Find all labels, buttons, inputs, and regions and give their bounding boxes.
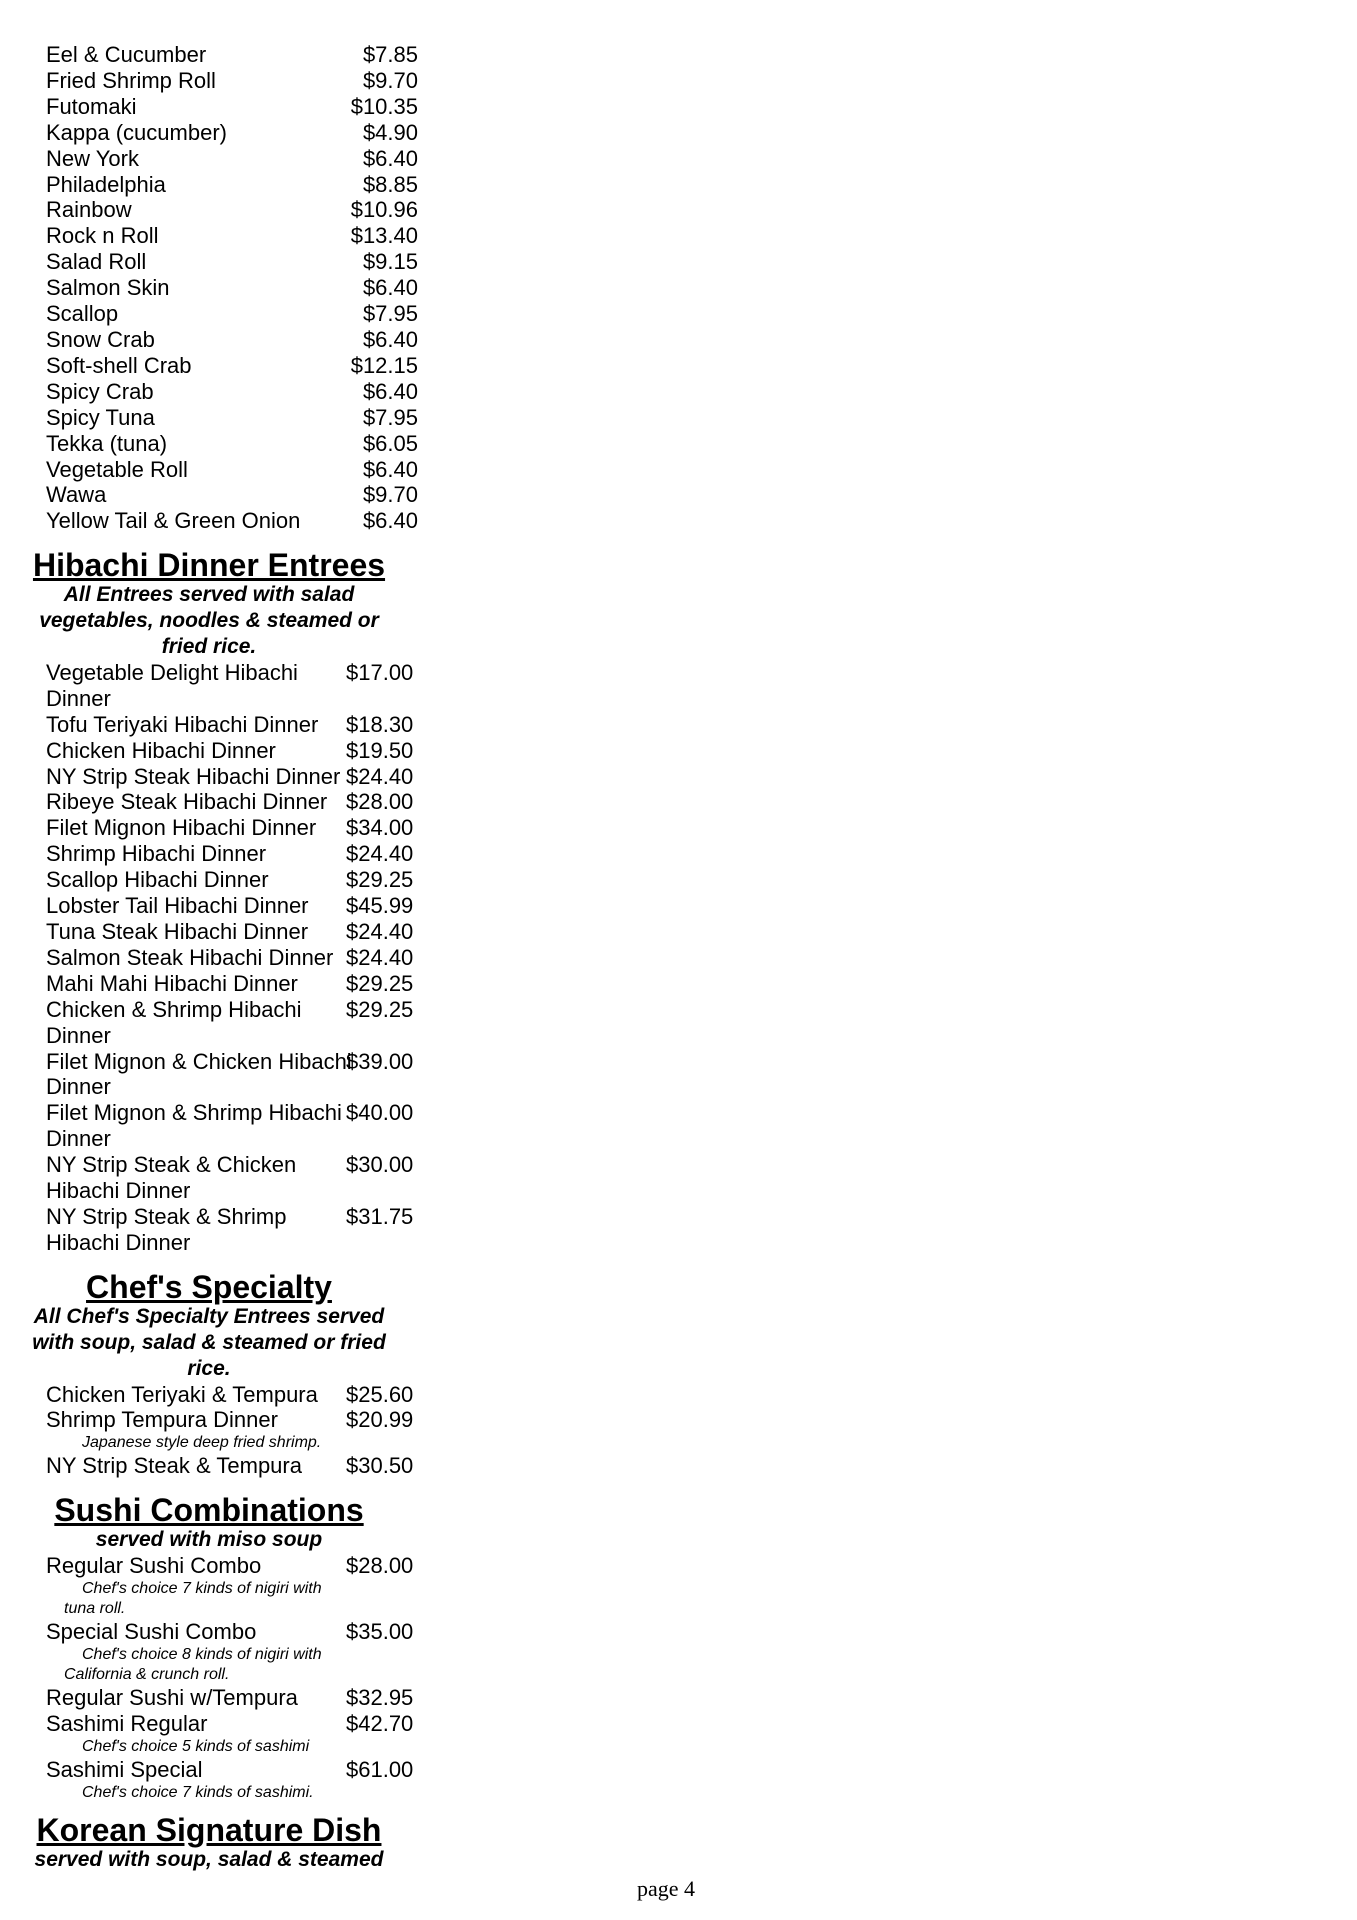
menu-item — [0, 1100, 414, 1152]
menu-item — [0, 1203, 414, 1256]
item-price: $20.99 — [346, 1407, 414, 1433]
item-name: Soft-shell Crab — [46, 352, 192, 378]
menu-item — [0, 430, 418, 457]
item-name: Kappa (cucumber) — [46, 119, 227, 145]
menu-item — [0, 1407, 414, 1433]
section-title-korean: Korean Signature Dish — [36, 1811, 382, 1848]
item-name: New York — [46, 145, 139, 171]
menu-item — [0, 249, 418, 275]
section-subtitle-chef: All Chef's Specialty Entrees served with soup, salad & steamed or fried rice. — [32, 1304, 386, 1380]
item-name: Sashimi Regular — [46, 1710, 208, 1736]
item-name: Philadelphia — [46, 171, 166, 197]
menu-item — [0, 737, 414, 764]
section-subtitle-korean: served with soup, salad & steamed — [34, 1847, 384, 1871]
item-price: $29.25 — [346, 867, 414, 893]
section-title-sushi: Sushi Combinations — [54, 1492, 364, 1529]
item-price: $40.00 — [346, 1100, 414, 1126]
menu-item — [0, 378, 418, 405]
item-price: $19.50 — [346, 737, 414, 763]
item-name: Lobster Tail Hibachi Dinner — [46, 893, 309, 919]
item-name: Shrimp Tempura Dinner — [46, 1407, 278, 1433]
item-price: $17.00 — [346, 659, 414, 685]
menu-item — [0, 841, 414, 867]
section-title-hibachi: Hibachi Dinner Entrees — [32, 547, 386, 584]
item-name: Fried Shrimp Roll — [46, 67, 216, 93]
item-price: $10.35 — [350, 93, 418, 119]
menu-item — [0, 1381, 414, 1408]
item-price: $28.00 — [346, 1553, 414, 1579]
item-name: Vegetable Roll — [46, 456, 188, 482]
menu-item — [0, 1710, 414, 1737]
item-name: Salmon Skin — [46, 275, 170, 301]
sushi-list — [0, 1553, 420, 1803]
item-price: $9.70 — [362, 482, 418, 508]
item-name: Scallop Hibachi Dinner — [46, 867, 269, 893]
item-name: Regular Sushi w/Tempura — [46, 1684, 298, 1710]
item-price: $61.00 — [346, 1756, 414, 1782]
item-price: $10.96 — [350, 197, 418, 223]
item-name: Rock n Roll — [46, 223, 159, 249]
menu-item — [0, 326, 418, 353]
menu-item — [0, 93, 418, 120]
item-name: Filet Mignon & Shrimp Hibachi Dinner — [46, 1100, 342, 1152]
page-number: page 4 — [637, 1876, 696, 1901]
item-name: Chicken & Shrimp Hibachi Dinner — [46, 996, 302, 1048]
item-price: $6.40 — [362, 508, 418, 534]
item-price: $30.00 — [346, 1152, 414, 1178]
item-price: $6.40 — [362, 456, 418, 482]
item-price: $24.40 — [346, 763, 414, 789]
item-description-line: California & crunch roll. — [64, 1665, 230, 1683]
menu-column — [0, 42, 420, 1873]
item-price: $34.00 — [346, 815, 414, 841]
menu-item — [0, 789, 414, 815]
item-price: $9.15 — [362, 249, 418, 275]
menu-item — [0, 996, 414, 1049]
item-description — [0, 1579, 362, 1619]
item-name: Sashimi Special — [46, 1756, 203, 1782]
item-price: $30.50 — [346, 1453, 414, 1479]
menu-item — [0, 42, 418, 68]
item-price: $29.25 — [346, 970, 414, 996]
section-subtitle-hibachi: All Entrees served with salad vegetables, noodles & steamed or fried rice. — [39, 583, 379, 659]
item-name: Wawa — [46, 482, 107, 508]
menu-item — [0, 944, 414, 971]
item-price: $6.40 — [362, 275, 418, 301]
menu-item — [0, 919, 414, 945]
menu-item — [0, 223, 418, 249]
menu-item — [0, 711, 414, 738]
section-title-chef: Chef's Specialty — [86, 1268, 332, 1305]
item-name: Eel & Cucumber — [46, 42, 207, 67]
item-description: Chef's choice 5 kinds of sashimi — [82, 1737, 310, 1755]
item-name: Snow Crab — [46, 326, 155, 352]
item-price: $7.95 — [362, 404, 418, 430]
menu-item — [0, 456, 418, 483]
item-name: Vegetable Delight Hibachi Dinner — [46, 659, 298, 711]
menu-item — [0, 301, 418, 327]
item-price: $24.40 — [346, 841, 414, 867]
menu-item — [0, 171, 418, 198]
menu-item — [0, 867, 414, 893]
item-price: $12.15 — [350, 352, 418, 378]
item-name: Yellow Tail & Green Onion — [46, 508, 301, 534]
menu-item — [0, 659, 414, 712]
item-price: $32.95 — [346, 1684, 414, 1710]
item-price: $35.00 — [346, 1619, 414, 1645]
item-name: Tofu Teriyaki Hibachi Dinner — [46, 711, 319, 737]
menu-item — [0, 508, 418, 534]
menu-item — [0, 1152, 414, 1204]
menu-item — [0, 119, 418, 146]
menu-item — [0, 197, 418, 223]
item-name: NY Strip Steak & Tempura — [46, 1453, 302, 1479]
menu-item — [0, 352, 418, 379]
item-price: $7.85 — [362, 42, 418, 67]
menu-item — [0, 275, 418, 301]
menu-item — [0, 404, 418, 431]
item-price: $4.90 — [362, 119, 418, 145]
item-name: NY Strip Steak Hibachi Dinner — [46, 763, 341, 789]
item-price: $7.95 — [362, 301, 418, 327]
item-description-line: Chef's choice 7 kinds of nigiri with — [82, 1580, 322, 1598]
item-price: $6.40 — [362, 326, 418, 352]
item-name: NY Strip Steak & Shrimp Hibachi Dinner — [46, 1203, 287, 1255]
item-description — [0, 1645, 362, 1685]
item-price: $13.40 — [350, 223, 418, 249]
item-price: $29.25 — [346, 996, 414, 1022]
item-price: $31.75 — [346, 1203, 414, 1229]
item-description-line: Chef's choice 8 kinds of nigiri with — [82, 1645, 322, 1663]
menu-item — [0, 1553, 414, 1579]
item-price: $8.85 — [362, 171, 418, 197]
item-name: Spicy Tuna — [46, 404, 155, 430]
item-price: $28.00 — [346, 789, 414, 815]
menu-item — [0, 815, 414, 841]
item-price: $6.40 — [362, 378, 418, 404]
menu-item — [0, 1048, 414, 1101]
item-price: $24.40 — [346, 944, 414, 970]
menu-item — [0, 893, 414, 919]
item-description-line: tuna roll. — [64, 1600, 126, 1618]
item-name: Chicken Hibachi Dinner — [46, 737, 276, 763]
item-price: $24.40 — [346, 919, 414, 944]
item-price: $39.00 — [346, 1048, 414, 1074]
item-name: Spicy Crab — [46, 378, 154, 404]
item-name: NY Strip Steak & Chicken Hibachi Dinner — [46, 1152, 297, 1204]
rolls-list — [0, 42, 420, 534]
item-name: Ribeye Steak Hibachi Dinner — [46, 789, 328, 815]
menu-item — [0, 1619, 414, 1645]
item-price: $45.99 — [346, 893, 414, 919]
menu-item — [0, 1453, 414, 1479]
menu-item — [0, 482, 418, 508]
item-price: $6.05 — [362, 430, 418, 456]
item-name: Salmon Steak Hibachi Dinner — [46, 944, 334, 970]
item-name: Chicken Teriyaki & Tempura — [46, 1381, 318, 1407]
item-name: Mahi Mahi Hibachi Dinner — [46, 970, 298, 996]
menu-item — [0, 145, 418, 172]
item-name: Special Sushi Combo — [46, 1619, 257, 1645]
item-price: $25.60 — [346, 1381, 414, 1407]
item-name: Scallop — [46, 301, 119, 327]
item-price: $18.30 — [346, 711, 414, 737]
item-name: Rainbow — [46, 197, 132, 223]
item-price: $6.40 — [362, 145, 418, 171]
item-name: Salad Roll — [46, 249, 147, 275]
item-description: Chef's choice 7 kinds of sashimi. — [82, 1783, 314, 1801]
item-name: Filet Mignon Hibachi Dinner — [46, 815, 317, 841]
hibachi-list — [0, 660, 420, 1256]
item-price: $9.70 — [362, 67, 418, 93]
item-name: Futomaki — [46, 93, 137, 119]
item-name: Tuna Steak Hibachi Dinner — [46, 919, 309, 944]
item-name: Filet Mignon & Chicken Hibachi Dinner — [46, 1048, 352, 1100]
menu-item — [0, 763, 414, 790]
menu-item — [0, 67, 418, 94]
menu-item — [0, 1756, 414, 1783]
item-description: Japanese style deep fried shrimp. — [82, 1434, 322, 1452]
item-name: Regular Sushi Combo — [46, 1553, 262, 1579]
item-name: Tekka (tuna) — [46, 430, 168, 456]
chef-list — [0, 1382, 420, 1480]
menu-item — [0, 1684, 414, 1711]
section-subtitle-sushi: served with miso soup — [95, 1528, 323, 1552]
item-name: Shrimp Hibachi Dinner — [46, 841, 267, 867]
menu-item — [0, 970, 414, 997]
item-price: $42.70 — [346, 1710, 414, 1736]
